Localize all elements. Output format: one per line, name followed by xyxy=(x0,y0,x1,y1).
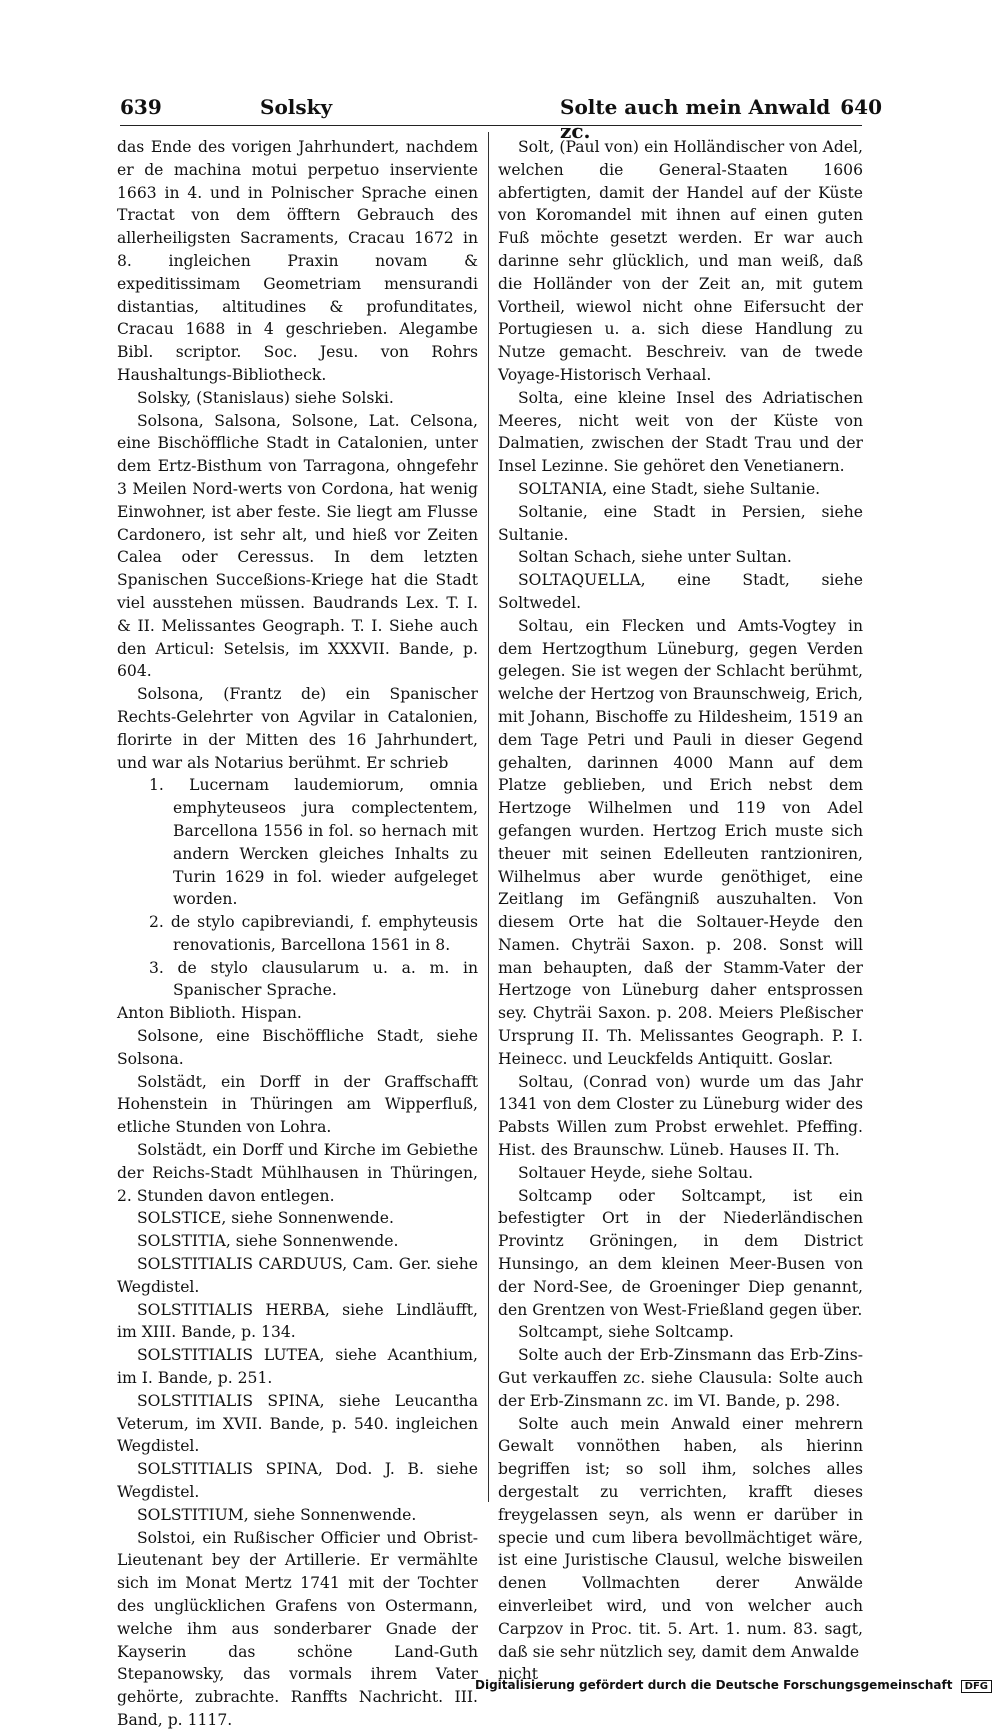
dictionary-entry: Soltau, ein Flecken und Amts-Vogtey in dem Hertzogthum Lüneburg, gegen Verden gelegen. Sie ist wegen der Schlacht berühmt, welche der Hertzog von Braunschweig, Erich, mit Johann, Bischoffe zu Hildesheim, 1519 an dem Tage Petri und Pauli in dieser Gegend gehalten, darinnen 4000 Mann auf dem Platze geblieben, und Erich nebst dem Hertzoge Wilhelmen und 119 von Adel gefangen wurden. Hertzog Erich muste sich theuer mit seinen Edelleuten rantzioniren, Wilhelmus aber wurde genöthiget, eine Zeitlang im Gefängniß auszuhalten. Von diesem Orte hat die Soltauer-Heyde den Namen. Chyträi Saxon. p. 208. Sonst will man behaupten, daß der Stamm-Vater der Hertzoge von Lüneburg daher entsprossen sey. Chyträi Saxon. p. 208. Meiers Pleßischer Ursprung II. Th. Melissantes Geograph. P. I. Heinecc. und Leuckfelds Antiquitt. Goslar. xyxy=(498,616,863,1068)
dictionary-entry: Solsona, (Frantz de) ein Spanischer Rechts-Gelehrter von Agvilar in Catalonien, florirte in der Mitten des 16 Jahrhundert, und war als Notarius berühmt. Er schrieb xyxy=(117,685,478,772)
dictionary-entry: SOLSTITIALIS HERBA, siehe Lindläufft, im XIII. Bande, p. 134. xyxy=(117,1300,478,1342)
dictionary-entry: SOLSTITIALIS SPINA, Dod. J. B. siehe Wegdistel. xyxy=(117,1460,478,1502)
dictionary-entry: Soltcampt, siehe Soltcamp. xyxy=(518,1323,734,1342)
right-catchword: Solte auch mein Anwald zc. xyxy=(560,95,831,143)
entry-continuation: nicht xyxy=(498,1665,539,1684)
page-header xyxy=(120,95,882,143)
right-page-number: 640 xyxy=(840,95,882,119)
list-item: 3. de stylo clausularum u. a. m. in Spanischer Sprache. xyxy=(149,958,478,1000)
dictionary-entry: Soltau, (Conrad von) wurde um das Jahr 1341 von dem Closter zu Lüneburg wider des Pabsts Willen zum Probst erwehlet. Pfeffing. Hist. des Braunschw. Lüneb. Hauses II. Th. xyxy=(498,1072,863,1160)
dictionary-entry: SOLTANIA, eine Stadt, siehe Sultanie. xyxy=(518,479,821,498)
dictionary-entry: SOLSTITIALIS CARDUUS, Cam. Ger. siehe Wegdistel. xyxy=(117,1255,478,1296)
dictionary-entry: Solstoi, ein Rußischer Officier und Obrist-Lieutenant bey der Artillerie. Er vermählte sich im Monat Mertz 1741 mit der Tochter des unglücklichen Grafens von Ostermann, welche ihm aus sonderbarer Gnade der Kayserin das schöne Land-Guth Stepanowsky, das vormals ihrem Vater gehörte, zubrachte. Ranffts Nachricht. III. Band, p. 1117. xyxy=(117,1528,478,1729)
dictionary-entry: Soltcamp oder Soltcampt, ist ein befestigter Ort in der Niederländischen Provintz Gröningen, in dem District Hunsingo, an dem kleinen Meer-Busen von der Nord-See, de Groeninger Diep genannt, den Grentzen von West-Frießland gegen über. xyxy=(498,1186,863,1319)
dictionary-entry: Solstädt, ein Dorff und Kirche im Gebiethe der Reichs-Stadt Mühlhausen in Thüringen, 2. Stunden davon entlegen. xyxy=(117,1141,478,1205)
dictionary-entry: Solsky, (Stanislaus) siehe Solski. xyxy=(137,388,394,407)
footer-credit: Digitalisierung gefördert durch die Deutsche Forschungsgemeinschaft xyxy=(475,1678,953,1692)
entry-continuation: das Ende des vorigen Jahrhundert, nachdem er de machina motui perpetuo inserviente 1663 in 4. und in Polnischer Sprache einen Tractat von dem öfftern Gebrauch des allerheiligsten Sacraments, Cracau 1672 in 8. ingleichen Praxin novam & expeditissimam Geometriam mensurandi distantias, altitudines & profunditates, Cracau 1688 in 4 geschrieben. Alegambe Bibl. scriptor. Soc. Jesu. von Rohrs Haushaltungs-Bibliotheck. xyxy=(117,138,478,384)
left-column xyxy=(117,136,478,1732)
dictionary-entry: SOLTAQUELLA, eine Stadt, siehe Soltwedel. xyxy=(498,571,863,612)
dictionary-entry: SOLSTITIA, siehe Sonnenwende. xyxy=(137,1232,399,1251)
dictionary-entry: Solt, (Paul von) ein Holländischer von Adel, welchen die General-Staaten 1606 abfertigten, damit der Handel auf der Küste von Koromandel mit ihnen auf einen guten Fuß möchte gesetzt werden. Er war auch darinne sehr glücklich, und man weiß, daß die Holländer von der Zeit an, mit gutem Vortheil, wiewol nicht ohne Eifersucht der Portugiesen u. a. sich diese Handlung zu Nutze gemacht. Beschreiv. van de twede Voyage-Historisch Verhaal. xyxy=(498,138,863,384)
dictionary-entry: Solte auch der Erb-Zinsmann das Erb-Zins-Gut verkauffen zc. siehe Clausula: Solte auch der Erb-Zinsmann zc. im VI. Bande, p. 298. xyxy=(498,1346,863,1410)
dictionary-entry: Solta, eine kleine Insel des Adriatischen Meeres, nicht weit von der Küste von Dalmatien, zwischen der Stadt Trau und der Insel Lezinne. Sie gehöret den Venetianern. xyxy=(498,388,863,476)
dictionary-entry: SOLSTITIALIS SPINA, siehe Leucantha Veterum, im XVII. Bande, p. 540. ingleichen Wegdistel. xyxy=(117,1391,478,1456)
left-page-number: 639 xyxy=(120,95,162,119)
dictionary-entry: Solsona, Salsona, Solsone, Lat. Celsona, eine Bischöffliche Stadt in Catalonien, unter dem Ertz-Bisthum von Tarragona, ohngefehr 3 Meilen Nord-werts von Cordona, hat wenig Einwohner, ist aber feste. Sie liegt am Flusse Cardonero, ist sehr alt, und hieß vor Zeiten Calea oder Ceressus. In dem letzten Spanischen Succeßions-Kriege hat die Stadt viel ausstehen müssen. Baudrands Lex. T. I. & II. Melissantes Geograph. T. I. Siehe auch den Articul: Setelsis, im XXXVII. Bande, p. 604. xyxy=(117,411,478,681)
list-item: 1. Lucernam laudemiorum, omnia emphyteuseos jura complectentem, Barcellona 1556 in fol. so hernach mit andern Wercken gleiches Inhalts zu Turin 1629 in fol. wieder aufgeleget worden. xyxy=(149,776,478,909)
dictionary-entry: Solte auch mein Anwald einer mehrern Gewalt vonnöthen haben, als hierinn begriffen ist; so soll ihm, solches alles dergestalt zu verrichten, krafft dieses freygelassen seyn, als wenn er darüber in specie und cum libera bevollmächtiget wäre, ist eine Juristische Clausul, welche bisweilen denen Vollmachten derer Anwälde einverleibet wird, und von welcher auch Carpzov in Proc. tit. 5. Art. 1. num. 83. sagt, daß sie sehr nützlich sey, damit dem Anwalde xyxy=(498,1414,863,1661)
dictionary-entry: Solstädt, ein Dorff in der Graffschafft Hohenstein in Thüringen am Wipperfluß, etliche Stunden von Lohra. xyxy=(117,1072,478,1137)
column-divider xyxy=(488,132,489,1502)
left-catchword: Solsky xyxy=(260,95,333,119)
right-column xyxy=(498,136,863,1686)
dfg-logo: DFG xyxy=(961,1680,992,1693)
list-item: 2. de stylo capibreviandi, f. emphyteusis renovationis, Barcellona 1561 in 8. xyxy=(149,913,478,954)
dictionary-entry: SOLSTICE, siehe Sonnenwende. xyxy=(137,1209,394,1228)
dictionary-entry: SOLSTITIALIS LUTEA, siehe Acanthium, im I. Bande, p. 251. xyxy=(117,1346,478,1388)
dictionary-entry: Soltan Schach, siehe unter Sultan. xyxy=(518,548,792,567)
dictionary-entry: Soltauer Heyde, siehe Soltau. xyxy=(518,1163,754,1182)
entry-continuation: Anton Biblioth. Hispan. xyxy=(117,1004,302,1023)
dictionary-entry: Solsone, eine Bischöffliche Stadt, siehe Solsona. xyxy=(117,1027,478,1068)
dictionary-entry: SOLSTITIUM, siehe Sonnenwende. xyxy=(137,1505,417,1524)
dictionary-entry: Soltanie, eine Stadt in Persien, siehe Sultanie. xyxy=(498,502,863,544)
footer xyxy=(475,1678,992,1693)
